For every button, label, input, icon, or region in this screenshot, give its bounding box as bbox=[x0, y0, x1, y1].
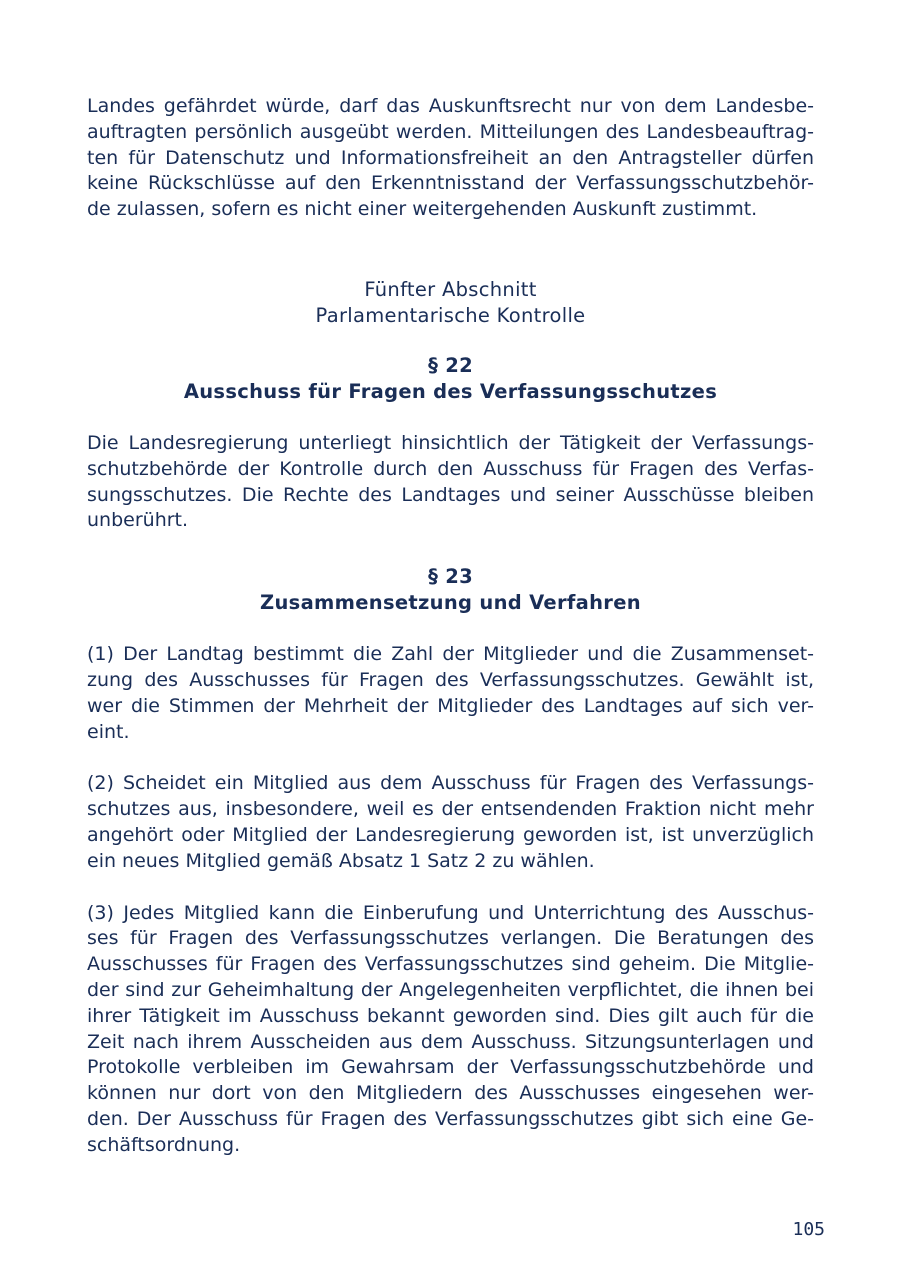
paragraph-23-heading bbox=[87, 564, 814, 616]
text-line: der sind zur Geheimhaltung der Angelegenheiten verpflichtet, die ihnen bei bbox=[87, 978, 814, 1001]
text-line: zung des Ausschusses für Fragen des Verfassungsschutzes. Gewählt ist, bbox=[87, 668, 814, 691]
text-line: (2) Scheidet ein Mitglied aus dem Ausschuss für Fragen des Verfassungs- bbox=[87, 772, 814, 795]
text-line: Protokolle verbleiben im Gewahrsam der Verfassungsschutzbehörde und bbox=[87, 1056, 814, 1079]
section-heading bbox=[87, 277, 814, 329]
text-line: Zeit nach ihrem Ausscheiden aus dem Ausschuss. Sitzungsunterlagen und bbox=[87, 1030, 814, 1053]
paragraph-23-subsection-2 bbox=[87, 771, 814, 874]
text-line: (1) Der Landtag bestimmt die Zahl der Mitglieder und die Zusammenset- bbox=[87, 643, 814, 666]
text-line: sungsschutzes. Die Rechte des Landtages und seiner Ausschüsse bleiben bbox=[87, 483, 814, 506]
text-line: schäftsordnung. bbox=[87, 1133, 241, 1156]
paragraph-23-subsection-1 bbox=[87, 642, 814, 745]
paragraph-23-title: Zusammensetzung und Verfahren bbox=[260, 591, 641, 615]
text-line: schutzes aus, insbesondere, weil es der entsendenden Fraktion nicht mehr bbox=[87, 798, 814, 821]
text-line: Landes gefährdet würde, darf das Auskunftsrecht nur von dem Landesbe- bbox=[87, 95, 814, 117]
paragraph-22-body bbox=[87, 431, 814, 534]
intro-paragraph bbox=[87, 94, 814, 223]
text-line: angehört oder Mitglied der Landesregierung geworden ist, ist unverzüglich bbox=[87, 823, 814, 846]
text-line: ihrer Tätigkeit im Ausschuss bekannt geworden sind. Dies gilt auch für die bbox=[87, 1004, 814, 1027]
text-line: können nur dort von den Mitgliedern des Ausschusses eingesehen wer- bbox=[87, 1082, 814, 1105]
paragraph-22-number: § 22 bbox=[428, 353, 473, 377]
text-line: ses für Fragen des Verfassungsschutzes verlangen. Die Beratungen des bbox=[87, 927, 814, 950]
text-line: (3) Jedes Mitglied kann die Einberufung und Unterrichtung des Ausschus- bbox=[87, 901, 814, 924]
text-line: keine Rückschlüsse auf den Erkenntnisstand der Verfassungsschutzbehör- bbox=[87, 172, 814, 195]
text-line: de zulassen, sofern es nicht einer weitergehenden Auskunft zustimmt. bbox=[87, 198, 758, 221]
page-number: 105 bbox=[792, 1219, 825, 1240]
paragraph-22-heading bbox=[87, 353, 814, 405]
text-line: auftragten persönlich ausgeübt werden. Mitteilungen des Landesbeauftrag- bbox=[87, 120, 814, 143]
text-line: ein neues Mitglied gemäß Absatz 1 Satz 2 zu wählen. bbox=[87, 849, 595, 872]
text-line: den. Der Ausschuss für Fragen des Verfassungsschutzes gibt sich eine Ge- bbox=[87, 1107, 814, 1130]
paragraph-23-number: § 23 bbox=[428, 565, 473, 589]
section-title: Parlamentarische Kontrolle bbox=[315, 303, 586, 327]
text-line: wer die Stimmen der Mehrheit der Mitglieder des Landtages auf sich ver- bbox=[87, 694, 814, 717]
paragraph-22-title: Ausschuss für Fragen des Verfassungsschutzes bbox=[183, 379, 718, 403]
text-line: Die Landesregierung unterliegt hinsichtlich der Tätigkeit der Verfassungs- bbox=[87, 431, 814, 454]
text-line: unberührt. bbox=[87, 509, 189, 532]
section-number: Fünfter Abschnitt bbox=[364, 277, 537, 301]
text-line: ten für Datenschutz und Informationsfreiheit an den Antragsteller dürfen bbox=[87, 146, 814, 169]
text-line: eint. bbox=[87, 720, 130, 743]
text-line: schutzbehörde der Kontrolle durch den Ausschuss für Fragen des Verfas- bbox=[87, 457, 814, 480]
paragraph-23-subsection-3 bbox=[87, 901, 814, 1159]
document-page bbox=[87, 94, 814, 1159]
text-line: Ausschusses für Fragen des Verfassungsschutzes sind geheim. Die Mitglie- bbox=[87, 953, 814, 976]
